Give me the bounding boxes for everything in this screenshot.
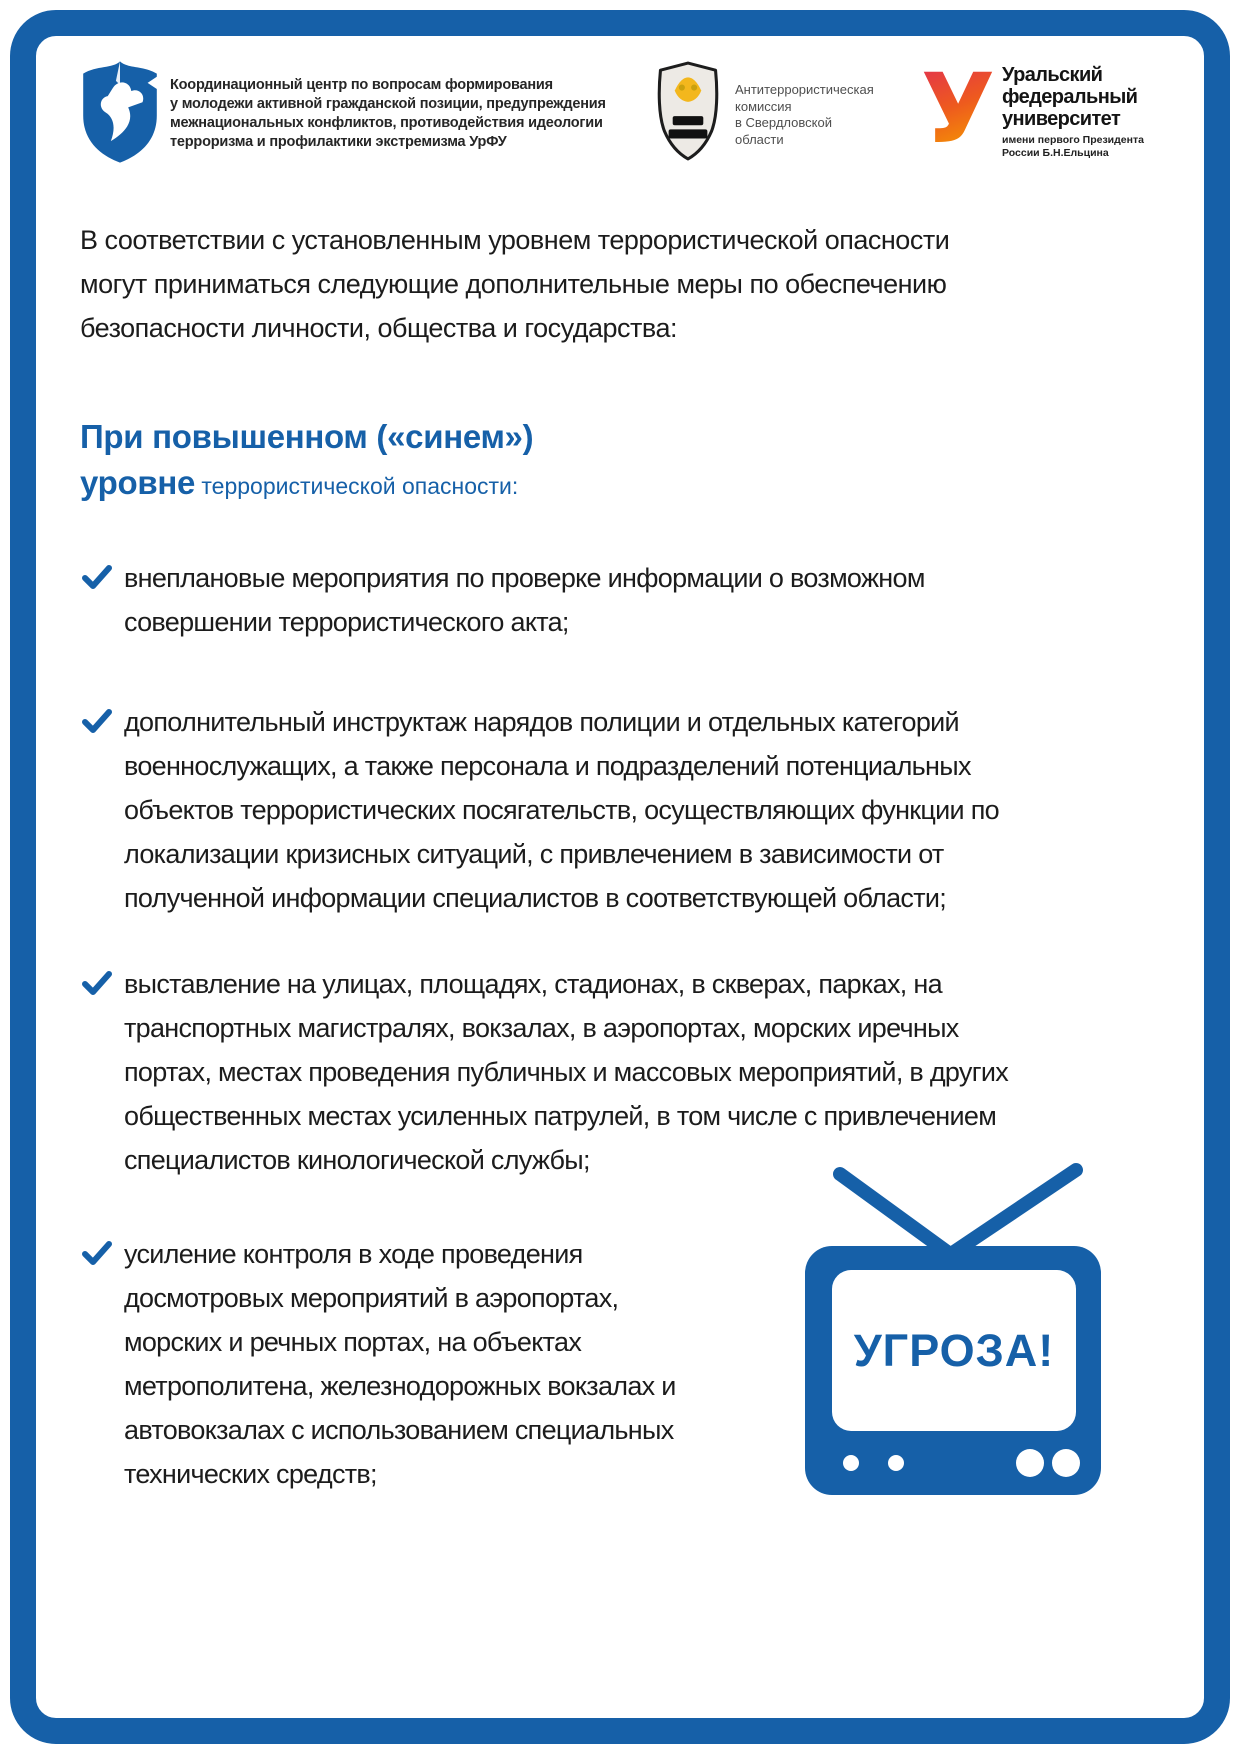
urfu-name-line: Уральский xyxy=(1002,64,1103,86)
coordination-center-shield-dove-icon xyxy=(74,58,166,166)
center-logo-line: межнациональных конфликтов, противодействия идеологии xyxy=(170,115,603,131)
urfu-name-line: университет xyxy=(1002,108,1121,130)
tv-antenna-right xyxy=(948,1170,1076,1256)
heading-line2 xyxy=(80,464,533,502)
heading-line2-bold: уровне xyxy=(80,464,196,501)
threat-level-heading xyxy=(80,418,533,502)
measure-text: дополнительный инструктаж нарядов полиции и отдельных категорий военнослужащих, а также персонала и подразделений потенциальных объектов террористических посягательств, осуществляющих функции по локализации кризисных ситуаций, с привлечением в зависимости от полученной информации специалистов в соответствующей области; xyxy=(124,707,999,913)
measure-item xyxy=(82,556,1036,644)
threat-label: УГРОЗА! xyxy=(853,1325,1055,1376)
tv-knob-small xyxy=(843,1455,859,1471)
urfu-logo-icon xyxy=(918,58,998,158)
tv-antenna-left xyxy=(840,1174,950,1254)
coordination-center-title xyxy=(170,76,606,152)
tv-knob-large xyxy=(1016,1449,1044,1477)
heading-line2-rest: террористической опасности: xyxy=(195,473,519,499)
tv-threat-icon xyxy=(798,1158,1110,1506)
urfu-university-subtitle xyxy=(1002,134,1144,159)
urfu-sub-line: имени первого Президента xyxy=(1002,134,1144,146)
urfu-name-line: федеральный xyxy=(1002,86,1138,108)
atc-line: комиссия xyxy=(735,98,792,114)
intro-paragraph: В соответствии с установленным уровнем террористической опасности могут приниматься следующие дополнительные меры по обеспечению безопасности личности, общества и государства: xyxy=(80,225,950,343)
measure-text: усиление контроля в ходе проведения досмотровых мероприятий в аэропортах, морских и речных портах, на объектах метрополитена, железнодорожных вокзалах и автовокзалах с использованием специальных технических средств; xyxy=(124,1239,676,1489)
center-logo-line: Координационный центр по вопросам формирования xyxy=(170,77,553,93)
checkmark-icon xyxy=(82,564,112,590)
atc-line: Антитеррористическая xyxy=(735,82,874,97)
measure-text: выставление на улицах, площадях, стадионах, в скверах, парках, на транспортных магистралях, вокзалах, в аэропортах, морских иречных портах, местах проведения публичных и массовых мероприятий, в других общественных местах усиленных патрулей, в том числе с привлечением специалистов кинологической службы; xyxy=(124,969,1009,1175)
atc-line: в Свердловской xyxy=(735,115,832,130)
antiterror-commission-label xyxy=(735,82,874,148)
urfu-university-name xyxy=(1002,64,1137,130)
heading-line1: При повышенном («синем») xyxy=(80,418,534,455)
tv-knob-large xyxy=(1052,1449,1080,1477)
urfu-sub-line: России Б.Н.Ельцина xyxy=(1002,146,1109,159)
urfu-letter-glyph: У xyxy=(920,58,996,158)
tv-knob-small xyxy=(888,1455,904,1471)
checkmark-icon xyxy=(82,1240,112,1266)
measure-item xyxy=(82,700,1054,920)
center-logo-line: у молодежи активной гражданской позиции, предупреждения xyxy=(170,96,606,112)
measure-item xyxy=(82,962,1036,1182)
checkmark-icon xyxy=(82,708,112,734)
measure-item xyxy=(82,1232,680,1496)
atc-line: области xyxy=(735,131,784,147)
center-logo-line: терроризма и профилактики экстремизма УрФУ xyxy=(170,134,507,150)
checkmark-icon xyxy=(82,970,112,996)
antiterror-commission-shield-icon xyxy=(652,60,724,162)
measure-text: внеплановые мероприятия по проверке информации о возможном совершении террористического акта; xyxy=(124,563,925,637)
